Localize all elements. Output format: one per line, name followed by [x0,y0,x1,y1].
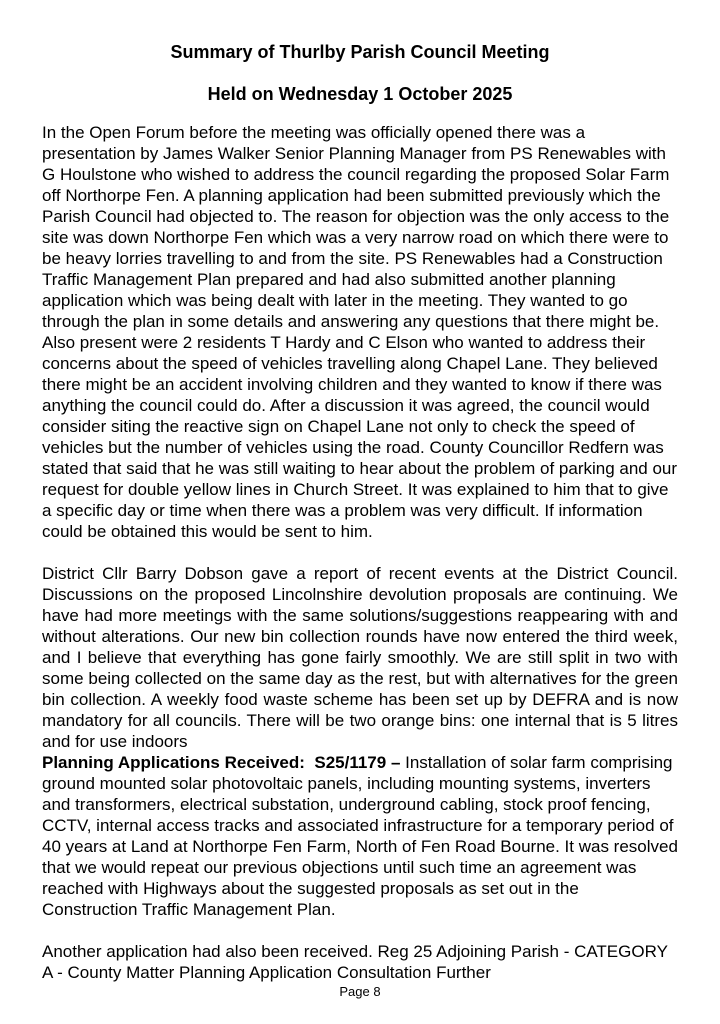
document-title: Summary of Thurlby Parish Council Meeting [170,42,550,62]
planning-applications-text: Installation of solar farm comprising ground mounted solar photovoltaic panels, including mounting systems, inverters and transformers, electrical substation, underground cabling, stock proof fencing, CCTV, internal access tracks and associated infrastructure for a temporary period of 40 years at Land at Northorpe Fen Farm, North of Fen Road Bourne. It was resolved that we would repeat our previous objections until such time an agreement was reached with Highways about the suggested proposals as set out in the Construction Traffic Management Plan. [42,753,683,919]
paragraph-open-forum: In the Open Forum before the meeting was officially opened there was a presentation by James Walker Senior Planning Manager from PS Renewables with G Houlstone who wished to address the council regarding the proposed Solar Farm off Northorpe Fen. A planning application had been submitted previously which the Parish Council had objected to. The reason for objection was the only access to the site was down Northorpe Fen which was a very narrow road on which there were to be heavy lorries travelling to and from the site. PS Renewables had a Construction Traffic Management Plan prepared and had also submitted another planning application which was being dealt with later in the meeting. They wanted to go through the plan in some details and answering any questions that there might be. Also present were 2 residents T Hardy and C Elson who wanted to address their concerns about the speed of vehicles travelling along Chapel Lane. They believed there might be an accident involving children and they wanted to know if there was anything the council could do. After a discussion it was agreed, the council would consider siting the reactive sign on Chapel Lane not only to check the speed of vehicles but the number of vehicles using the road. County Councillor Redfern was stated that said that he was still waiting to hear about the problem of parking and our request for double yellow lines in Church Street. It was explained to him that to give a specific day or time when there was a problem was very difficult. If information could be obtained this would be sent to him. [42,123,682,541]
document-subtitle: Held on Wednesday 1 October 2025 [207,84,513,104]
paragraph-district-councillor-report: District Cllr Barry Dobson gave a report of recent events at the District Council. Discussions on the proposed Lincolnshire devolution proposals are continuing. We have had more meetings with the same solutions/suggestions reappearing with and without alterations. Our new bin collection rounds have now entered the third week, and I believe that everything has gone fairly smoothly. We are still split in two with some being collected on the same day as the rest, but with alternatives for the green bin collection. A weekly food waste scheme has been set up by DEFRA and is now mandatory for all councils. There will be two orange bins: one internal that is 5 litres and for use indoors [42,564,678,751]
planning-applications-heading: Planning Applications Received: S25/1179 – [42,753,401,772]
page-number: Page 8 [339,984,381,999]
paragraph-planning-applications [42,752,683,920]
paragraph-another-application: Another application had also been received. Reg 25 Adjoining Parish - CATEGORY A - County Matter Planning Application Consultation Further [42,942,672,982]
